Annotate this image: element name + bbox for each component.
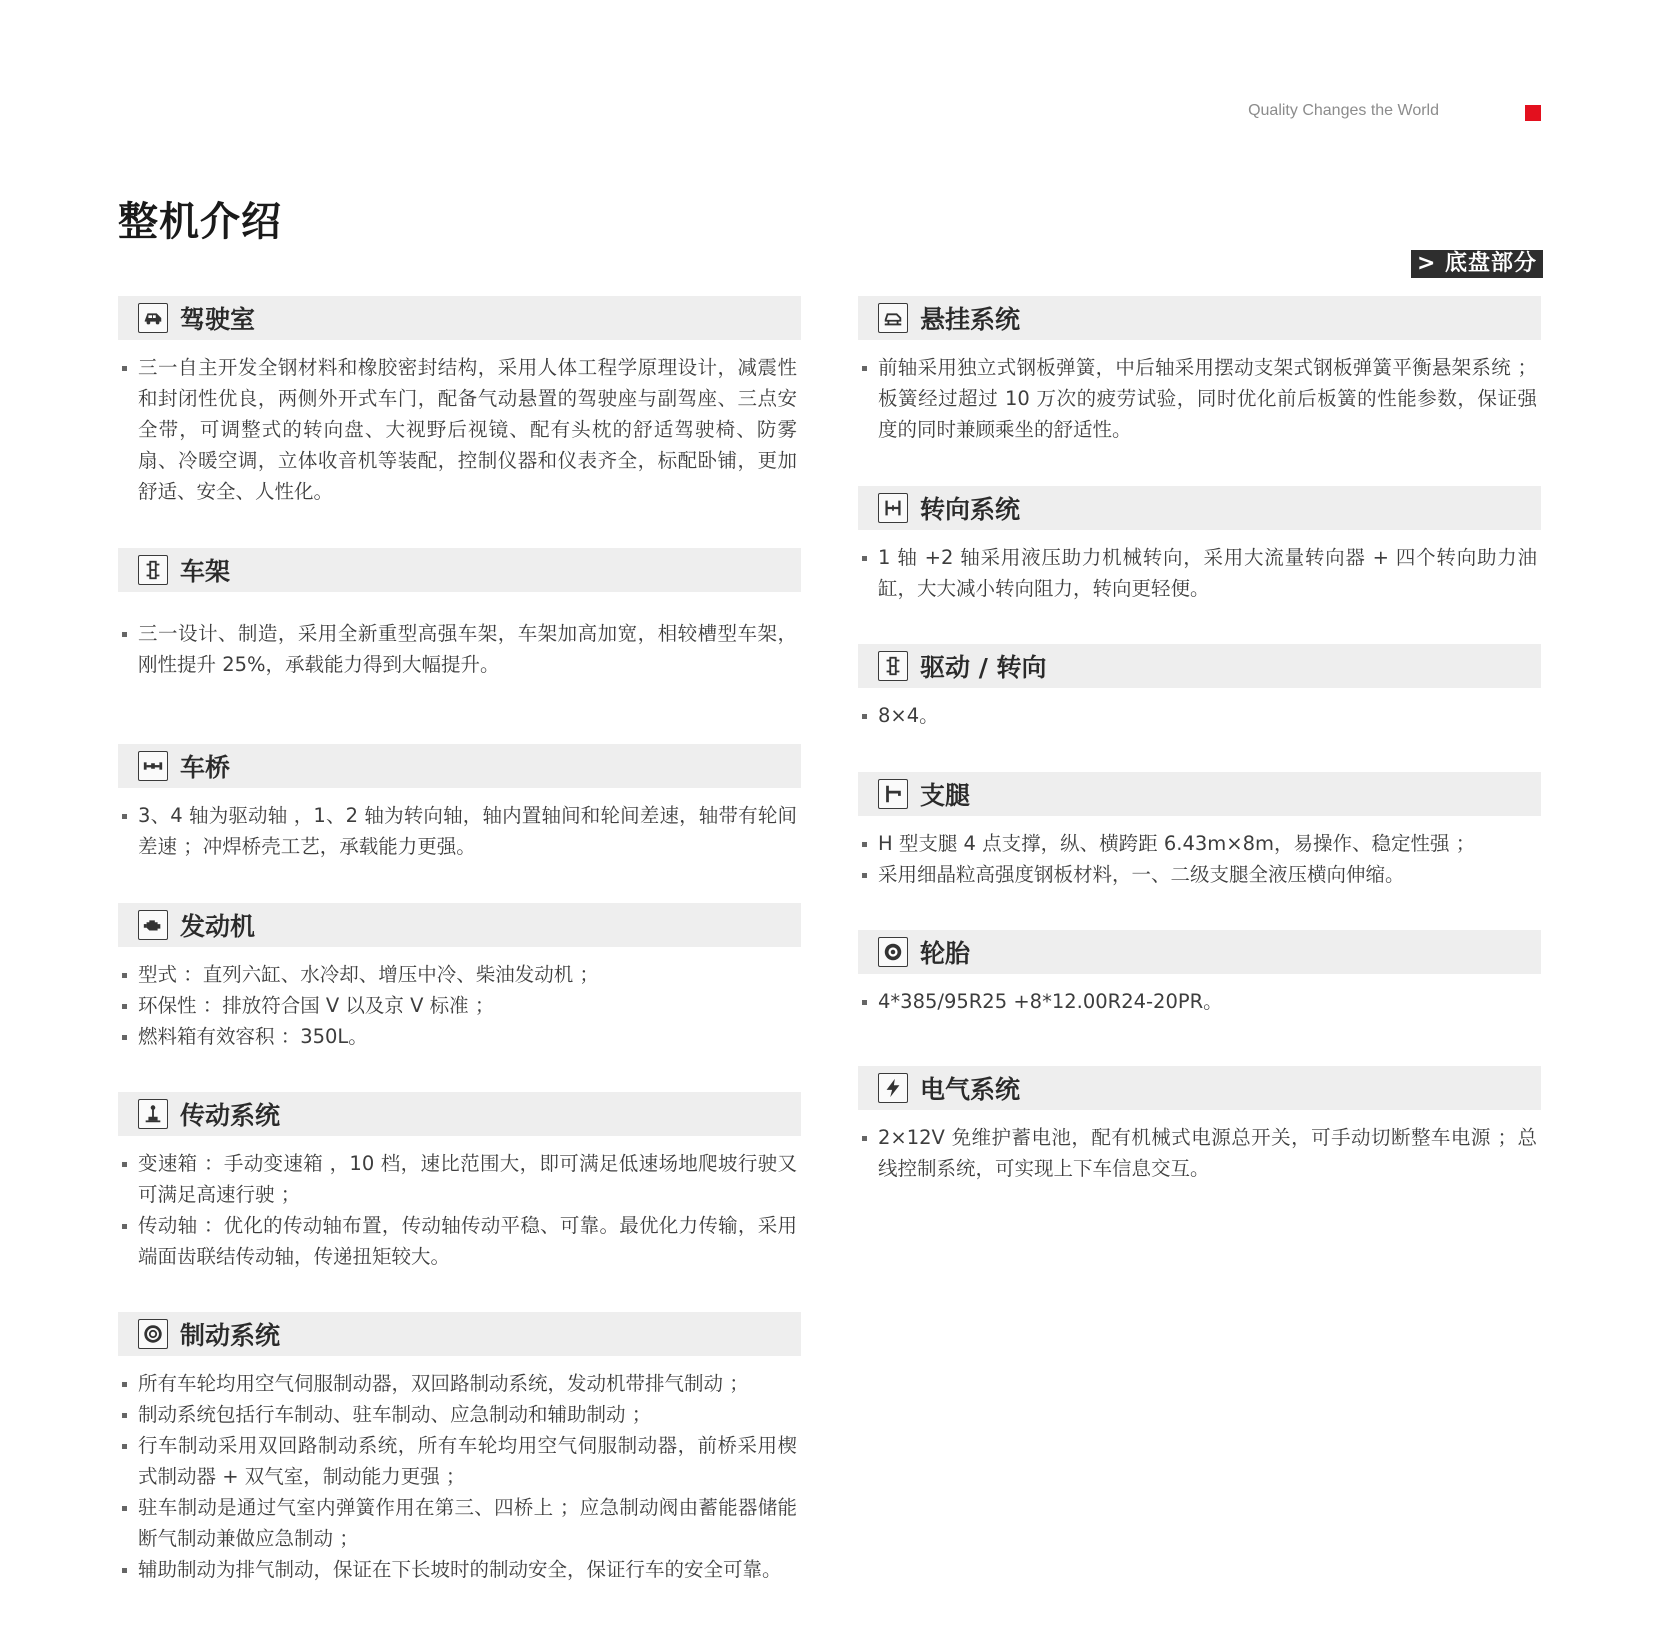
section-list: [118, 340, 801, 507]
list-item: 传动轴 ：优化的传动轴布置，传动轴传动平稳、可靠。最优化力传输，采用端面齿联结传动轴，传递扭矩较大。: [118, 1210, 801, 1272]
page-title: 整机介绍: [118, 199, 282, 245]
list-item: 三一设计、制造，采用全新重型高强车架，车架加高加宽，相较槽型车架，刚性提升 25%，承载能力得到大幅提升。: [118, 618, 801, 680]
section-header: [858, 644, 1541, 688]
list-item: 8×4。: [858, 700, 1541, 731]
section-brake: [118, 1312, 801, 1585]
frame-icon: [138, 555, 168, 585]
axle-icon: [138, 751, 168, 781]
steering-icon: [878, 493, 908, 523]
engine-icon: [138, 910, 168, 940]
section-axle: [118, 744, 801, 862]
list-item: 前轴采用独立式钢板弹簧，中后轴采用摆动支架式钢板弹簧平衡悬架系统 ；板簧经过超过 10 万次的疲劳试验，同时优化前后板簧的性能参数，保证强度的同时兼顾乘坐的舒适性。: [858, 352, 1541, 445]
lightning-icon: [878, 1073, 908, 1103]
section-header: [118, 1312, 801, 1356]
section-title: 传动系统: [180, 1101, 281, 1130]
tagline: Quality Changes the World: [1248, 102, 1439, 119]
section-header: [118, 1092, 801, 1136]
list-item: H 型支腿 4 点支撑，纵、横跨距 6.43m×8m，易操作、稳定性强 ；: [858, 828, 1541, 859]
list-item: 行车制动采用双回路制动系统，所有车轮均用空气伺服制动器，前桥采用楔式制动器 + 双气室，制动能力更强 ；: [118, 1430, 801, 1492]
section-title: 发动机: [180, 912, 256, 941]
outrigger-icon: [878, 779, 908, 809]
section-header: [118, 744, 801, 788]
section-header: [858, 296, 1541, 340]
cab-icon: [138, 303, 168, 333]
list-item: 三一自主开发全钢材料和橡胶密封结构，采用人体工程学原理设计，减震性和封闭性优良，两侧外开式车门，配备气动悬置的驾驶座与副驾座、三点安全带，可调整式的转向盘、大视野后视镜、配有头枕的舒适驾驶椅、防雾扇、冷暖空调，立体收音机等装配，控制仪器和仪表齐全，标配卧铺，更加舒适、安全、人性化。: [118, 352, 801, 507]
drive-icon: [878, 651, 908, 681]
section-title: 驱动 / 转向: [920, 653, 1047, 682]
list-item: 采用细晶粒高强度钢板材料，一、二级支腿全液压横向伸缩。: [858, 859, 1541, 890]
section-drive: [858, 644, 1541, 731]
section-list: [118, 947, 801, 1052]
section-list: [118, 592, 801, 680]
list-item: 1 轴 +2 轴采用液压助力机械转向，采用大流量转向器 + 四个转向助力油缸，大大减小转向阻力，转向更轻便。: [858, 542, 1541, 604]
list-item: 环保性 ：排放符合国 V 以及京 V 标准 ；: [118, 990, 801, 1021]
section-suspension: [858, 296, 1541, 445]
section-list: [858, 688, 1541, 731]
section-list: [118, 1356, 801, 1585]
section-list: [118, 1136, 801, 1272]
section-outrigger: [858, 772, 1541, 890]
section-title: 电气系统: [920, 1075, 1021, 1104]
section-header: [858, 1066, 1541, 1110]
section-header: [118, 903, 801, 947]
section-list: [858, 340, 1541, 445]
section-tire: [858, 930, 1541, 1017]
list-item: 型式 ：直列六缸、水冷却、增压中冷、柴油发动机 ；: [118, 959, 801, 990]
brand-square-icon: [1525, 105, 1541, 121]
list-item: 辅助制动为排气制动，保证在下长坡时的制动安全，保证行车的安全可靠。: [118, 1554, 801, 1585]
list-item: 3、4 轴为驱动轴 ，1、2 轴为转向轴，轴内置轴间和轮间差速，轴带有轮间差速 ；冲焊桥壳工艺，承载能力更强。: [118, 800, 801, 862]
section-title: 驾驶室: [180, 305, 256, 334]
transmission-icon: [138, 1099, 168, 1129]
section-cab: [118, 296, 801, 507]
section-list: [118, 788, 801, 862]
section-list: [858, 974, 1541, 1017]
section-engine: [118, 903, 801, 1052]
brake-icon: [138, 1319, 168, 1349]
list-item: 所有车轮均用空气伺服制动器，双回路制动系统，发动机带排气制动 ；: [118, 1368, 801, 1399]
list-item: 制动系统包括行车制动、驻车制动、应急制动和辅助制动 ；: [118, 1399, 801, 1430]
chassis-section-tag: > 底盘部分: [1411, 250, 1543, 278]
section-list: [858, 816, 1541, 890]
section-list: [858, 1110, 1541, 1184]
section-header: [118, 296, 801, 340]
list-item: 4*385/95R25 +8*12.00R24-20PR。: [858, 986, 1541, 1017]
list-item: 2×12V 免维护蓄电池，配有机械式电源总开关，可手动切断整车电源 ；总线控制系统，可实现上下车信息交互。: [858, 1122, 1541, 1184]
list-item: 变速箱 ：手动变速箱 ，10 档，速比范围大，即可满足低速场地爬坡行驶又可满足高速行驶 ；: [118, 1148, 801, 1210]
section-title: 车架: [180, 557, 231, 586]
section-header: [118, 548, 801, 592]
section-title: 转向系统: [920, 495, 1021, 524]
section-title: 制动系统: [180, 1321, 281, 1350]
section-list: [858, 530, 1541, 604]
suspension-icon: [878, 303, 908, 333]
list-item: 燃料箱有效容积 ：350L。: [118, 1021, 801, 1052]
section-title: 悬挂系统: [920, 305, 1021, 334]
section-transmission: [118, 1092, 801, 1272]
section-header: [858, 772, 1541, 816]
section-header: [858, 486, 1541, 530]
section-title: 车桥: [180, 753, 231, 782]
section-header: [858, 930, 1541, 974]
tire-icon: [878, 937, 908, 967]
list-item: 驻车制动是通过气室内弹簧作用在第三、四桥上 ；应急制动阀由蓄能器储能断气制动兼做应急制动 ；: [118, 1492, 801, 1554]
section-frame: [118, 548, 801, 680]
section-title: 支腿: [920, 781, 971, 810]
section-title: 轮胎: [920, 939, 971, 968]
section-steering: [858, 486, 1541, 604]
section-electrical: [858, 1066, 1541, 1184]
